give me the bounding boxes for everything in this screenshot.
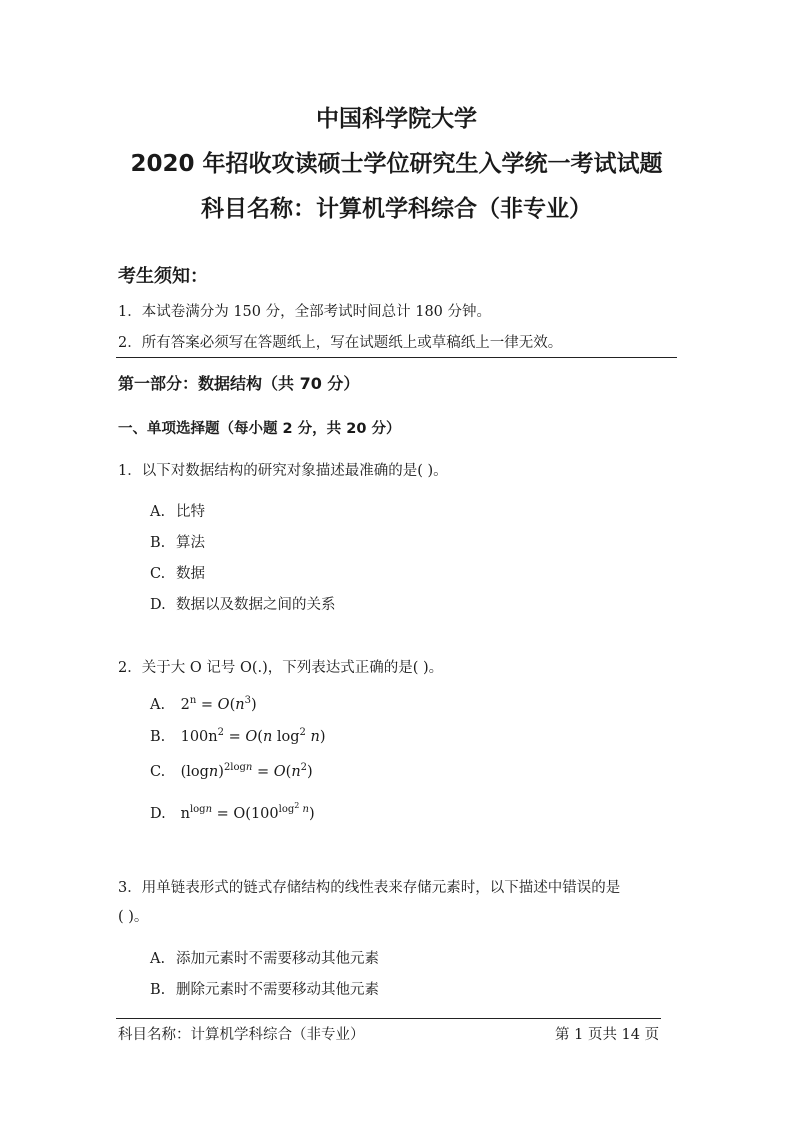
question-stem-continuation: ( )。 <box>118 909 149 925</box>
math-expression: $100n^2 = O(n$ $\log^2 n$) <box>180 727 326 745</box>
footer-subject: 科目名称：计算机学科综合（非专业） <box>118 1027 365 1043</box>
notice-item: 2．所有答案必须写在答题纸上，写在试题纸上或草稿纸上一律无效。 <box>118 335 563 351</box>
exam-title: 2020 年招收攻读硕士学位研究生入学统一考试试题 <box>130 151 663 177</box>
question-option <box>150 500 205 521</box>
question-option <box>150 978 379 999</box>
option-letter: A. <box>150 951 166 967</box>
notice-item: 1．本试卷满分为 150 分，全部考试时间总计 180 分钟。 <box>118 304 492 320</box>
part-heading: 第一部分：数据结构（共 70 分） <box>118 374 360 393</box>
subject-title: 科目名称：计算机学科综合（非专业） <box>201 196 592 222</box>
option-letter: A. <box>150 697 166 713</box>
question-option <box>150 697 257 713</box>
question-stem: 3．用单链表形式的链式存储结构的线性表来存储元素时，以下描述中错误的是 <box>118 880 621 896</box>
question-stem: 1．以下对数据结构的研究对象描述最准确的是( )。 <box>118 463 448 479</box>
option-letter: A. <box>150 504 166 520</box>
option-letter: C. <box>150 566 166 582</box>
option-text: 删除元素时不需要移动其他元素 <box>176 982 379 998</box>
exam-institution-title: 中国科学院大学 <box>316 106 477 132</box>
option-text: 数据 <box>176 566 205 582</box>
math-expression: $(\log n)^{2logn} = O(n^2)$ <box>180 762 313 780</box>
question-option <box>150 764 313 780</box>
option-letter: D. <box>150 806 166 822</box>
question-stem: 2．关于大 O 记号 O(.)，下列表达式正确的是( )。 <box>118 660 444 676</box>
question-option <box>150 593 336 614</box>
option-letter: D. <box>150 597 166 613</box>
option-text: 算法 <box>176 535 205 551</box>
math-expression: $2^n = O(n^3)$ <box>180 695 257 713</box>
question-option <box>150 562 205 583</box>
option-text: 添加元素时不需要移动其他元素 <box>176 951 379 967</box>
option-letter: C. <box>150 764 166 780</box>
option-letter: B. <box>150 982 166 998</box>
notice-heading: 考生须知： <box>118 266 208 287</box>
math-expression: $n^{logn} = O(100^{log^2 n})$ <box>180 801 315 822</box>
question-option <box>150 947 379 968</box>
option-text: 数据以及数据之间的关系 <box>176 597 336 613</box>
section-heading: 一、单项选择题（每小题 2 分，共 20 分） <box>118 421 401 437</box>
option-text: 比特 <box>176 504 205 520</box>
option-letter: B. <box>150 535 166 551</box>
notice-divider <box>116 357 677 358</box>
question-option <box>150 729 326 745</box>
question-option <box>150 801 315 822</box>
footer-divider <box>116 1018 661 1019</box>
footer-page-number: 第 1 页共 14 页 <box>555 1027 660 1043</box>
question-option <box>150 531 205 552</box>
option-letter: B. <box>150 729 166 745</box>
